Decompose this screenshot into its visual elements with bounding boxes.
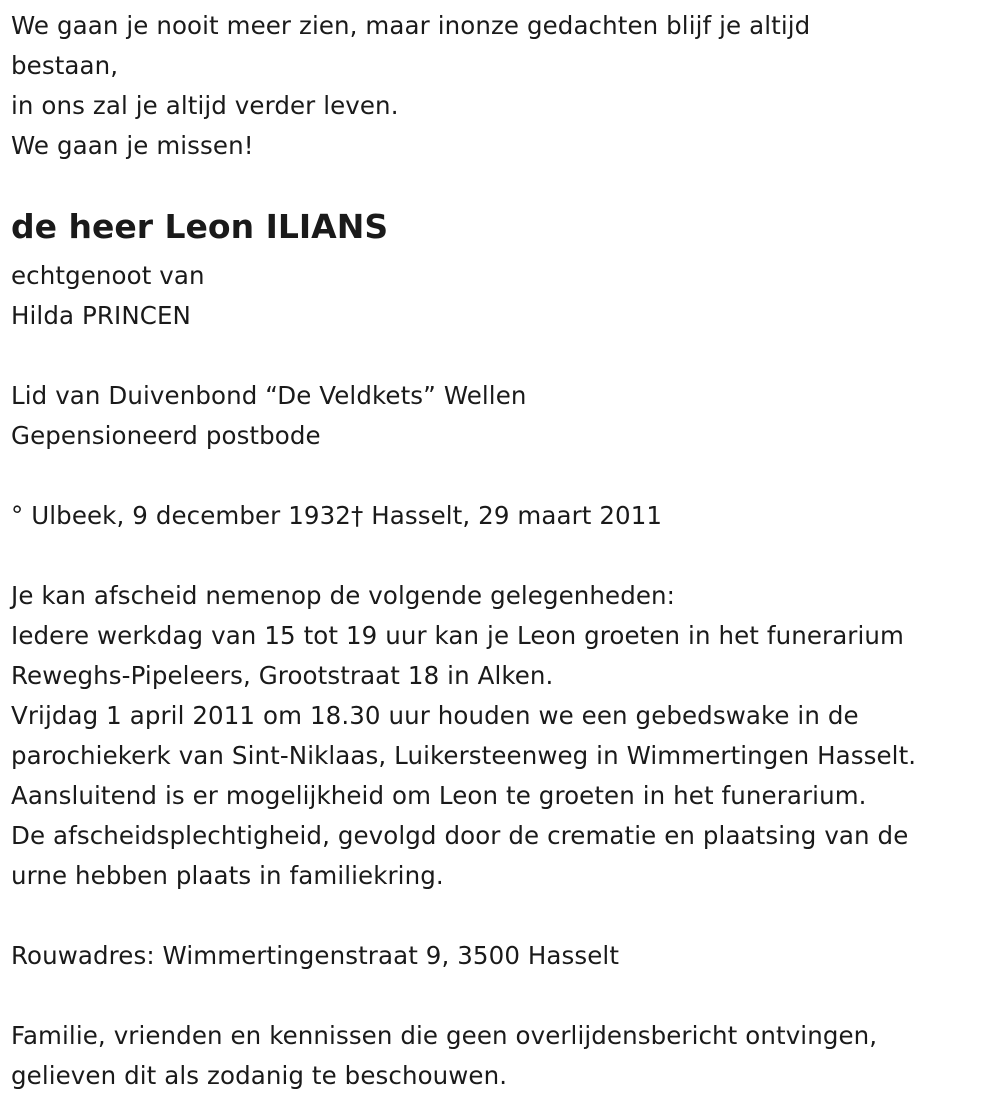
closing-note [11,1016,1000,1096]
farewell-line: Iedere werkdag van 15 tot 19 uur kan je Leon groeten in het funerarium [11,621,904,650]
spacer [11,896,1000,936]
spacer [11,536,1000,576]
spacer [11,336,1000,376]
spacer [11,976,1000,1016]
poem-line: bestaan, [11,51,119,80]
deceased-name: de heer Leon ILIANS [11,207,389,246]
poem-line: We gaan je missen! [11,131,254,160]
farewell-line: Je kan afscheid nemenop de volgende gelegenheden: [11,581,676,610]
poem-line: in ons zal je altijd verder leven. [11,91,399,120]
roles [11,376,1000,456]
role-line: Lid van Duivenbond “De Veldkets” Wellen [11,381,527,410]
mourning-address: Rouwadres: Wimmertingenstraat 9, 3500 Hasselt [11,941,620,970]
poem-line: We gaan je nooit meer zien, maar inonze gedachten blijf je altijd [11,11,811,40]
farewell-line: De afscheidsplechtigheid, gevolgd door de crematie en plaatsing van de [11,821,909,850]
farewell-info [11,576,1000,896]
farewell-line: Aansluitend is er mogelijkheid om Leon te groeten in het funerarium. [11,781,867,810]
spacer [11,456,1000,496]
farewell-line: Reweghs-Pipeleers, Grootstraat 18 in Alken. [11,661,554,690]
closing-line: gelieven dit als zodanig te beschouwen. [11,1061,508,1090]
closing-line: Familie, vrienden en kennissen die geen overlijdensbericht ontvingen, [11,1021,878,1050]
farewell-line: Vrijdag 1 april 2011 om 18.30 uur houden we een gebedswake in de [11,701,859,730]
poem [11,6,1000,166]
farewell-line: urne hebben plaats in familiekring. [11,861,444,890]
spouse-name: Hilda PRINCEN [11,301,191,330]
birth-death-dates: ° Ulbeek, 9 december 1932† Hasselt, 29 maart 2011 [11,501,663,530]
farewell-line: parochiekerk van Sint-Niklaas, Luikersteenweg in Wimmertingen Hasselt. [11,741,917,770]
role-line: Gepensioneerd postbode [11,421,321,450]
relation-text: echtgenoot van [11,261,205,290]
